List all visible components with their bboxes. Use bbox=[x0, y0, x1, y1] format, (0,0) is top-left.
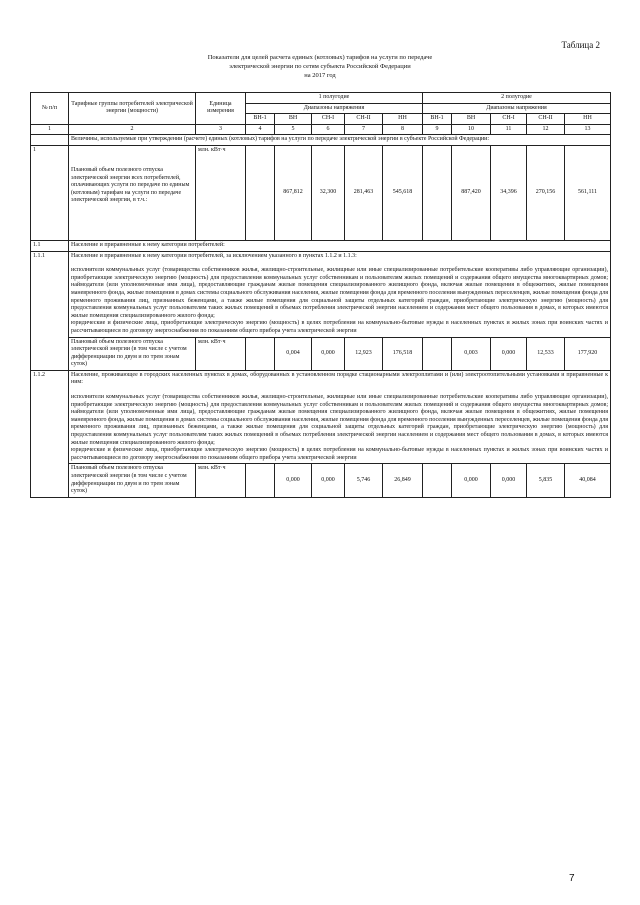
table-label: Таблица 2 bbox=[561, 40, 600, 50]
header-half-2: 2 полугодие bbox=[423, 93, 611, 104]
value-cell: 32,300 bbox=[312, 145, 345, 240]
section-title-row bbox=[31, 135, 611, 146]
row-1-1-1-unit: млн. кВт·ч bbox=[196, 337, 246, 370]
level-cell: СН-II bbox=[345, 114, 383, 125]
title-line-2: электрической энергии по сетям субъекта Российской Федерации bbox=[229, 63, 411, 70]
value-cell: 561,111 bbox=[565, 145, 611, 240]
row-1-1-1-para-1: исполнители коммунальных услуг (товарищества собственников жилья, жилищно-строительные, жилищные или иные специализированные потребительские кооперативы либо управляющие организации), приобретающие электрическую энергию (мощность) для предоставления коммунальных услуг собственникам и пользователям жилых помещений и содержания общего имущества многоквартирных домов; наймодатели (или уполномоченные ими лица), предоставляющие гражданам жилые помещения специализированного жилищного фонда, включая жилые помещения в общежитиях, жилые помещения маневренного фонда, жилые помещения в домах системы социального обслуживания населения, жилые помещения фонда для временного поселения вынужденных переселенцев, жилые помещения фонда для временного проживания лиц, признанных беженцами, а также жилые помещения для социальной защиты отдельных категорий граждан, приобретающие электрическую энергию (мощность) для предоставления коммунальных услуг пользователям таких жилых помещений в объемах потребления электрической энергии населением и содержания мест общего пользования в домах, в которых имеются жилые помещения специализированного жилого фонда; bbox=[71, 267, 608, 319]
row-1-1-1-values bbox=[31, 337, 611, 370]
row-1-1-label: Население и приравненные к нему категории потребителей: bbox=[69, 240, 611, 251]
value-cell: 5,835 bbox=[527, 464, 565, 497]
level-cell: ВН-1 bbox=[246, 114, 275, 125]
value-cell bbox=[423, 464, 452, 497]
level-cell: НН bbox=[565, 114, 611, 125]
row-1-unit: млн. кВт·ч bbox=[196, 145, 246, 240]
value-cell: 26,849 bbox=[383, 464, 423, 497]
header-unit: Единица измерения bbox=[196, 93, 246, 125]
col-number: 12 bbox=[527, 124, 565, 135]
value-cell: 0,000 bbox=[491, 337, 527, 370]
document-title bbox=[150, 53, 490, 80]
col-number: 2 bbox=[69, 124, 196, 135]
value-cell: 0,000 bbox=[452, 464, 491, 497]
col-number: 9 bbox=[423, 124, 452, 135]
row-1-1-2-text bbox=[31, 370, 611, 464]
value-cell: 0,000 bbox=[312, 464, 345, 497]
row-1-1-2-num: 1.1.2 bbox=[31, 370, 69, 497]
row-1-1-num: 1.1 bbox=[31, 240, 69, 251]
value-cell: 0,000 bbox=[275, 464, 312, 497]
value-cell: 887,420 bbox=[452, 145, 491, 240]
row-1-1-2-heading: Население, проживающее в городских населенных пунктах в домах, оборудованных в установленном порядке стационарными электроплитами и (или) электроотопительными установками и приравненные к ним: bbox=[71, 371, 608, 386]
value-cell: 0,000 bbox=[491, 464, 527, 497]
tariff-table bbox=[30, 92, 611, 498]
col-number: 1 bbox=[31, 124, 69, 135]
level-cell: ВН bbox=[452, 114, 491, 125]
value-cell bbox=[423, 145, 452, 240]
row-1-1-1-heading: Население и приравненные к нему категории потребителей, за исключением указанного в пунктах 1.1.2 и 1.1.3: bbox=[71, 252, 357, 259]
title-line-1: Показатели для целей расчета единых (котловых) тарифов на услуги по передаче bbox=[207, 54, 433, 61]
level-cell: ВН bbox=[275, 114, 312, 125]
value-cell bbox=[246, 464, 275, 497]
row-1-label: Плановый объем полезного отпуска электрической энергии всех потребителей, оплачивающих услуги по передаче по единым (котловым) тарифам на услуги по передаче электрической энергии, в т.ч.: bbox=[71, 166, 190, 204]
value-cell bbox=[246, 145, 275, 240]
title-line-3: на 2017 год bbox=[304, 72, 336, 79]
header-half-1: 1 полугодие bbox=[246, 93, 423, 104]
header-row-1 bbox=[31, 93, 611, 104]
value-cell: 177,920 bbox=[565, 337, 611, 370]
value-cell: 0,003 bbox=[452, 337, 491, 370]
row-1-1-1-label: Плановый объем полезного отпуска электрической энергии (в том числе с учетом дифференциации по двум и по трем зонам суток) bbox=[69, 337, 196, 370]
value-cell: 34,396 bbox=[491, 145, 527, 240]
col-number: 13 bbox=[565, 124, 611, 135]
row-1-1-2-unit: млн. кВт·ч bbox=[196, 464, 246, 497]
col-number: 8 bbox=[383, 124, 423, 135]
header-ranges-2: Диапазоны напряжения bbox=[423, 103, 611, 114]
header-ranges-1: Диапазоны напряжения bbox=[246, 103, 423, 114]
section-title: Величины, используемые при утверждении (расчете) единых (котловых) тарифов на услуги по передаче электрической энергии в субъекте Российской Федерации: bbox=[69, 135, 611, 146]
col-number: 11 bbox=[491, 124, 527, 135]
value-cell: 270,156 bbox=[527, 145, 565, 240]
value-cell: 40,084 bbox=[565, 464, 611, 497]
value-cell bbox=[246, 337, 275, 370]
row-1-num: 1 bbox=[31, 145, 69, 240]
col-number: 7 bbox=[345, 124, 383, 135]
row-1-1-2-para-1: исполнители коммунальных услуг (товарищества собственников жилья, жилищно-строительные, жилищные или иные специализированные потребительские кооперативы либо управляющие организации), приобретающие электрическую энергию (мощность) для предоставления коммунальных услуг собственникам и пользователям жилых помещений и содержания общего имущества многоквартирных домов; наймодатели (или уполномоченные ими лица), предоставляющие гражданам жилые помещения специализированного жилищного фонда, включая жилые помещения в общежитиях, жилые помещения маневренного фонда, жилые помещения в домах системы социального обслуживания населения, жилые помещения фонда для временного поселения вынужденных переселенцев, жилые помещения фонда для временного проживания лиц, признанных беженцами, а также жилые помещения для социальной защиты отдельных категорий граждан, приобретающие электрическую энергию (мощность) для предоставления коммунальных услуг пользователям таких жилых помещений в объемах потребления электрической энергии населением и содержания мест общего пользования в домах, в которых имеются жилые помещения специализированного жилого фонда; bbox=[71, 394, 608, 446]
col-number: 4 bbox=[246, 124, 275, 135]
row-1 bbox=[31, 145, 611, 240]
value-cell: 0,004 bbox=[275, 337, 312, 370]
col-number: 10 bbox=[452, 124, 491, 135]
value-cell: 176,518 bbox=[383, 337, 423, 370]
level-cell: СН-II bbox=[527, 114, 565, 125]
row-1-1-1-para-2: юридические и физические лица, приобретающие электрическую энергию (мощность) в целях потребления на коммунально-бытовые нужды в населенных пунктах и жилых зонах при воинских частях и рассчитывающиеся по договору энергоснабжения по показаниям общего прибора учета электрической энергии bbox=[71, 320, 608, 334]
row-1-1-1-num: 1.1.1 bbox=[31, 251, 69, 370]
column-numbers-row bbox=[31, 124, 611, 135]
page-number: 7 bbox=[569, 873, 575, 884]
col-number: 3 bbox=[196, 124, 246, 135]
row-1-1 bbox=[31, 240, 611, 251]
value-cell bbox=[423, 337, 452, 370]
level-cell: СН-I bbox=[491, 114, 527, 125]
row-1-1-1-text bbox=[31, 251, 611, 337]
value-cell: 545,618 bbox=[383, 145, 423, 240]
value-cell: 5,746 bbox=[345, 464, 383, 497]
row-1-1-2-label: Плановый объем полезного отпуска электрической энергии (в том числе с учетом дифференциации по двум и по трем зонам суток) bbox=[69, 464, 196, 497]
row-1-1-2-para-2: юридические и физические лица, приобретающие электрическую энергию (мощность) в целях потребления на коммунально-бытовые нужды в населенных пунктах и жилых зонах при воинских частях и рассчитывающиеся по договору энергоснабжения по показаниям общего прибора учета электрической энергии bbox=[71, 447, 608, 461]
value-cell: 867,812 bbox=[275, 145, 312, 240]
level-cell: НН bbox=[383, 114, 423, 125]
value-cell: 12,533 bbox=[527, 337, 565, 370]
value-cell: 0,000 bbox=[312, 337, 345, 370]
value-cell: 281,463 bbox=[345, 145, 383, 240]
row-1-1-2-values bbox=[31, 464, 611, 497]
header-num: № п/п bbox=[31, 93, 69, 125]
value-cell: 12,923 bbox=[345, 337, 383, 370]
col-number: 5 bbox=[275, 124, 312, 135]
col-number: 6 bbox=[312, 124, 345, 135]
level-cell: СН-I bbox=[312, 114, 345, 125]
header-group: Тарифные группы потребителей электрической энергии (мощности) bbox=[69, 93, 196, 125]
level-cell: ВН-1 bbox=[423, 114, 452, 125]
